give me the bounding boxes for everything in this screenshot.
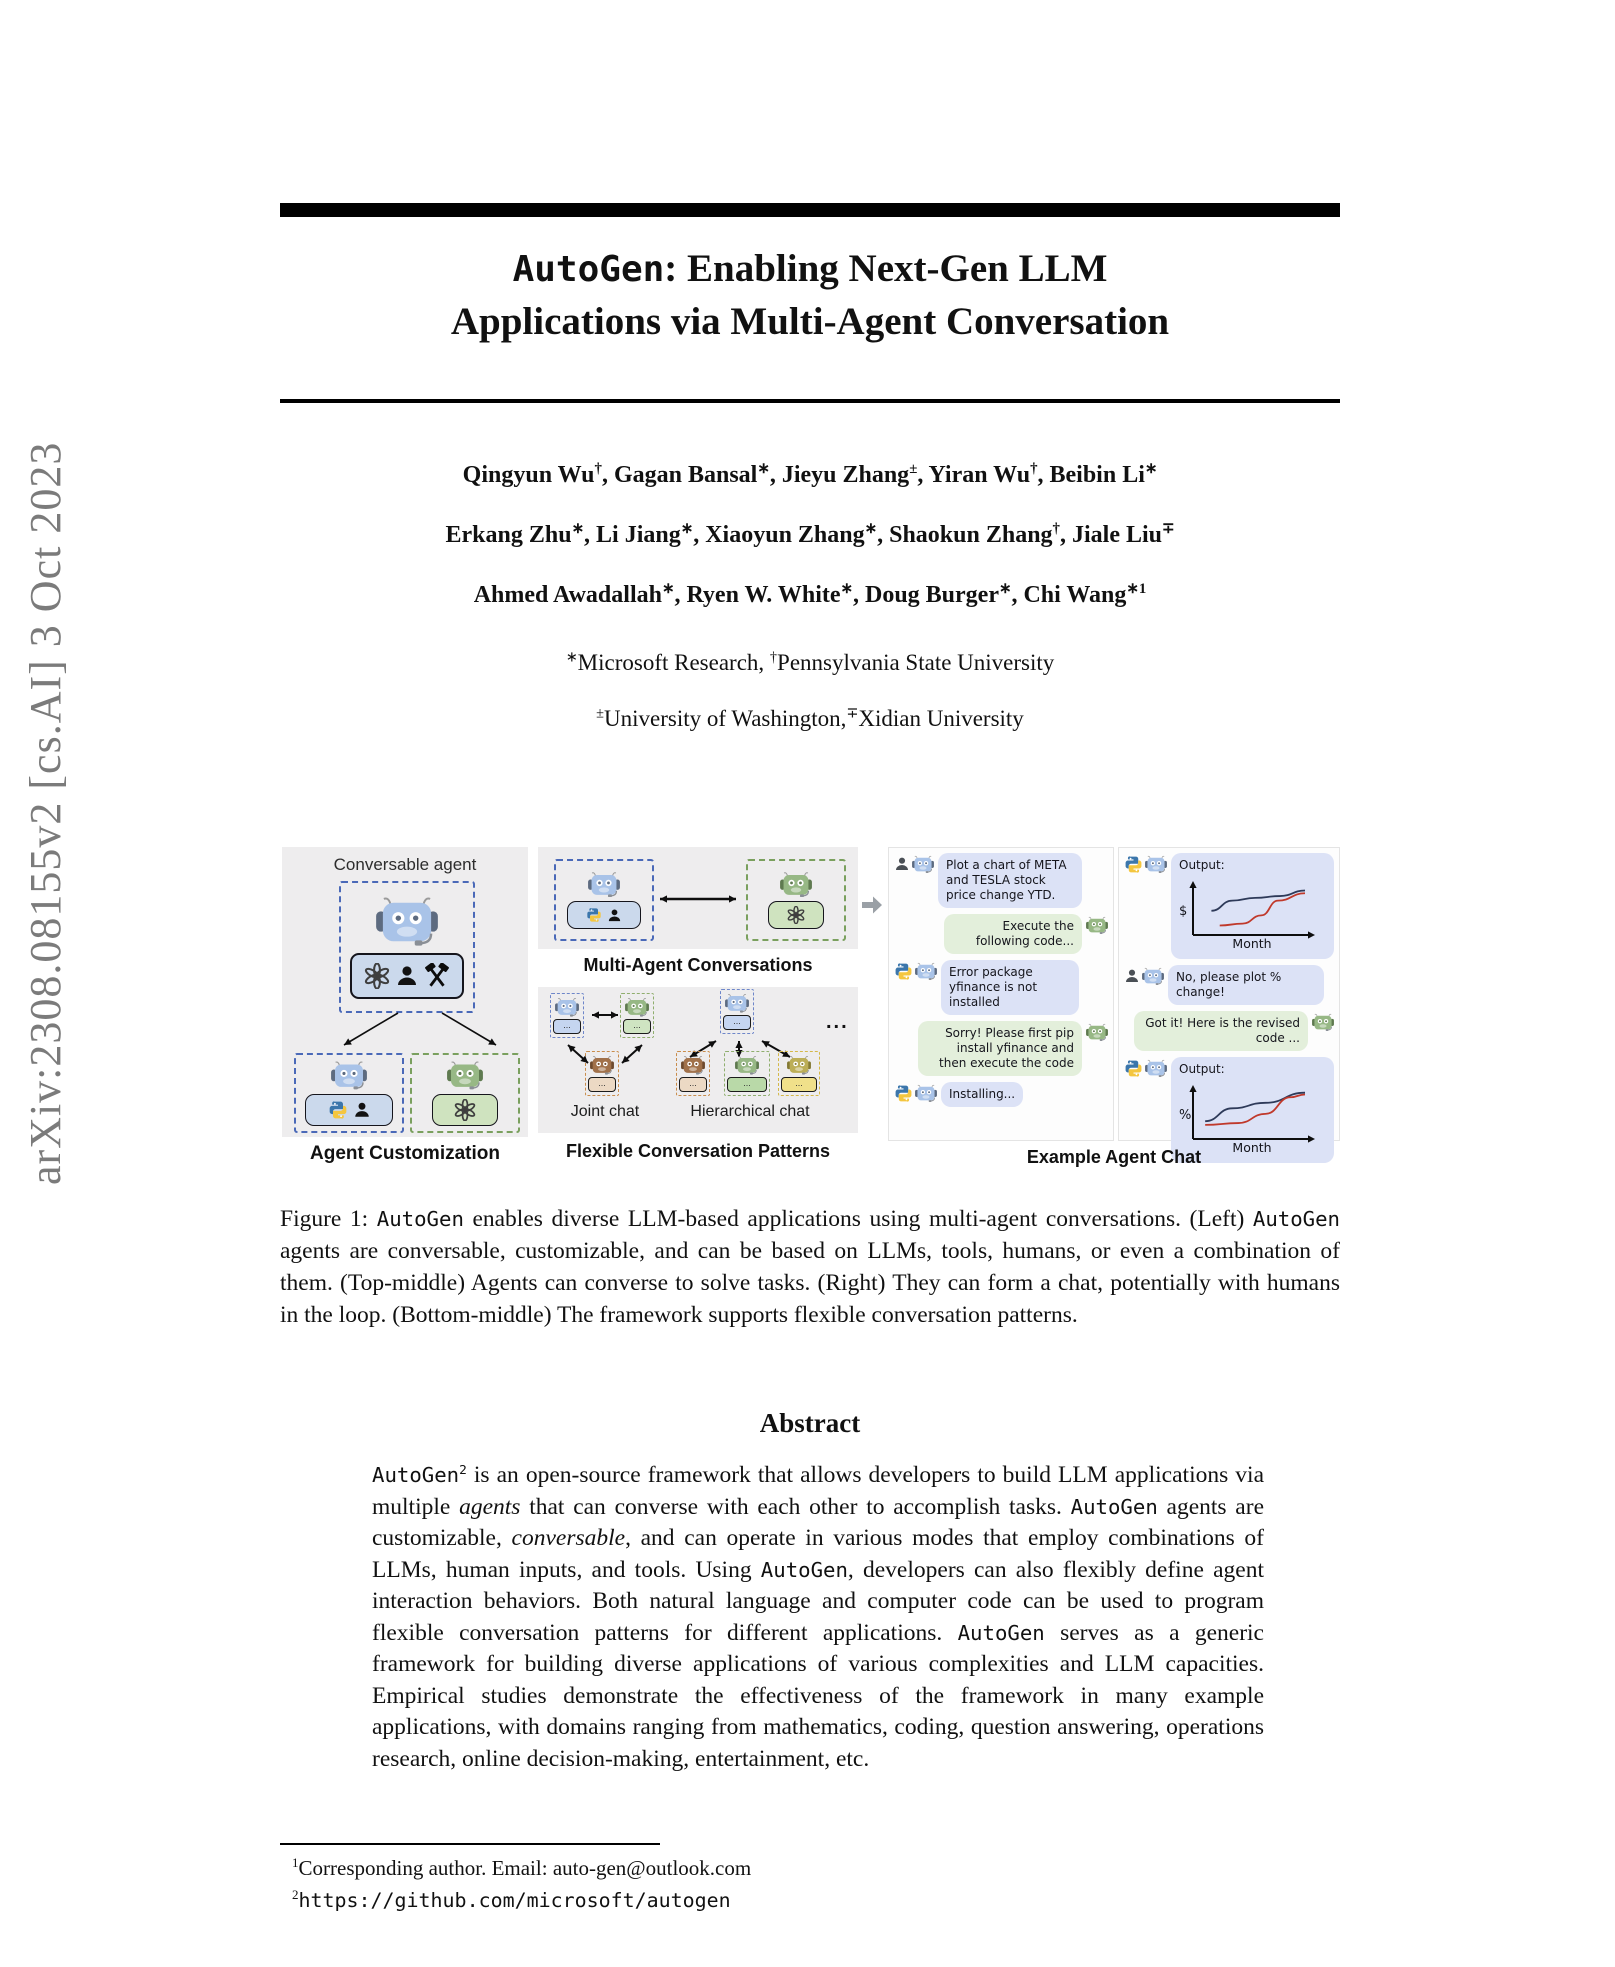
agent-customization-label: Agent Customization — [310, 1143, 500, 1164]
svg-text:$: $ — [1179, 904, 1188, 919]
assistant-message-row — [894, 914, 1108, 954]
mini-chat-box: ... — [623, 1019, 651, 1034]
mini-agent-green — [724, 1051, 770, 1096]
python-logo-icon — [1124, 855, 1143, 874]
custom-agent-llm-box — [410, 1053, 520, 1133]
stock-line-chart — [1175, 873, 1330, 955]
person-icon — [395, 964, 419, 988]
openai-logo-icon — [787, 906, 805, 924]
robot-icon — [915, 1084, 937, 1102]
robot-icon — [780, 871, 812, 898]
footnotes — [292, 1852, 1292, 1916]
example-agent-chat-label: Example Agent Chat — [1026, 1147, 1202, 1167]
paper-title-line1: AutoGen: Enabling Next-Gen LLM — [512, 247, 1108, 290]
conversation-patterns-panel — [538, 987, 858, 1133]
agent-message-row — [1124, 853, 1334, 959]
figure-1 — [280, 845, 1340, 1175]
mini-chat-box: ... — [727, 1077, 767, 1092]
robot-icon — [1086, 1023, 1108, 1041]
conversable-agent-box — [339, 881, 475, 1013]
output-messages — [1124, 853, 1334, 1163]
robot-icon — [681, 1055, 705, 1075]
chat-bubble: Got it! Here is the revised code ... — [1134, 1011, 1308, 1051]
abstract-heading: Abstract — [759, 1408, 861, 1438]
person-icon — [1124, 968, 1140, 984]
paper-title — [280, 243, 1340, 348]
python-logo-icon — [586, 907, 602, 923]
robot-icon — [725, 993, 749, 1013]
chat-messages — [894, 853, 1108, 1107]
agent-box-blue — [554, 859, 654, 941]
agent-message-row — [1124, 965, 1334, 1005]
robot-icon — [588, 871, 620, 898]
assistant-message-row — [1124, 1011, 1334, 1051]
chat-bubble: Plot a chart of META and TESLA stock price change YTD. — [938, 853, 1082, 908]
chat-bubble: Execute the following code... — [944, 914, 1082, 954]
mini-agent-blue — [720, 989, 754, 1034]
python-logo-icon — [894, 962, 913, 981]
capability-pill — [350, 953, 464, 999]
robot-icon — [331, 1060, 367, 1090]
joint-chat-label: Joint chat — [570, 1103, 640, 1120]
capability-pill — [432, 1094, 498, 1126]
flexible-conversation-patterns-label: Flexible Conversation Patterns — [565, 1141, 831, 1161]
tools-icon — [424, 963, 450, 989]
robot-icon — [447, 1060, 483, 1090]
mini-agent-brown — [676, 1051, 710, 1096]
robot-icon — [787, 1055, 811, 1075]
message-avatars — [1124, 965, 1164, 985]
hierarchical-chat-label: Hierarchical chat — [690, 1103, 810, 1120]
chat-bubble: Sorry! Please first pip install yfinance and then execute the code — [918, 1021, 1082, 1076]
svg-text:%: % — [1179, 1108, 1192, 1123]
output-bubble — [1171, 853, 1334, 959]
footnote-github-url[interactable]: $^2$https://github.com/microsoft/autogen — [292, 1887, 731, 1912]
openai-logo-icon — [364, 963, 390, 989]
message-avatars — [1124, 853, 1167, 874]
person-icon — [353, 1101, 371, 1119]
person-icon — [607, 908, 622, 923]
capability-pill — [305, 1094, 393, 1126]
robot-icon — [735, 1055, 759, 1075]
custom-agent-llm-human-box — [294, 1053, 404, 1133]
python-logo-icon — [1124, 1059, 1143, 1078]
affiliation-line-2: ±University of Washington,∓Xidian University — [596, 705, 1024, 731]
affiliation-line-1: ∗Microsoft Research, †Pennsylvania State University — [565, 649, 1055, 675]
message-avatars — [894, 1082, 937, 1103]
conversable-agent-title: Conversable agent — [333, 855, 477, 874]
abstract-body: AutoGen$^2$ is an open-source framework that allows developers to build LLM applications via multiple agents that can converse with each other to accomplish tasks. AutoGen agents are customizable, conversable, and can operate in various modes that employ combinations of LLMs, human inputs, and tools. Using AutoGen, developers can also flexibly define agent interaction behaviors. Both natural language and computer code can be used to program flexible conversation patterns for different applications. AutoGen serves as a generic framework for building diverse applications of various complexities and LLM capacities. Empirical studies demonstrate the effectiveness of the framework in many example applications, with domains ranging from mathematics, coding, question answering, operations research, online decision-making, entertainment, etc. — [372, 1462, 1264, 1772]
capability-pill — [567, 901, 641, 929]
more-patterns-ellipsis: ... — [826, 1011, 849, 1033]
robot-icon — [915, 962, 937, 980]
chat-bubble: No, please plot % change! — [1168, 965, 1324, 1005]
message-avatars — [894, 853, 934, 873]
mini-chat-box: ... — [553, 1019, 581, 1034]
mini-chat-box: ... — [781, 1077, 817, 1092]
title-rule — [280, 399, 1340, 403]
multi-agent-conversations-panel — [538, 847, 858, 949]
multi-agent-conversations-label: Multi-Agent Conversations — [583, 955, 813, 975]
message-avatars — [1312, 1011, 1334, 1031]
python-logo-icon — [328, 1100, 348, 1120]
robot-icon — [1145, 1059, 1167, 1077]
agent-customization-panel — [282, 847, 528, 1137]
person-icon — [894, 856, 910, 872]
openai-logo-icon — [454, 1099, 476, 1121]
arxiv-watermark: arXiv:2308.08155v2 [cs.AI] 3 Oct 2023 — [21, 441, 70, 1185]
footnote-rule — [280, 1843, 660, 1845]
robot-icon — [1086, 916, 1108, 934]
double-arrow-icon — [656, 891, 740, 907]
agent-message-row — [894, 853, 1108, 908]
capability-pill — [768, 901, 824, 929]
chat-bubble: Error package yfinance is not installed — [941, 960, 1079, 1015]
footnote-corresponding-author: $^1$Corresponding author. Email: auto-gen@outlook.com — [292, 1855, 752, 1880]
mini-chat-box: ... — [588, 1077, 616, 1092]
mini-chat-box: ... — [723, 1015, 751, 1030]
branch-arrows-icon — [302, 1011, 518, 1051]
example-output-panel — [1118, 847, 1340, 1155]
mini-agent-yellow — [778, 1051, 820, 1096]
robot-icon — [1312, 1013, 1334, 1031]
robot-icon — [912, 855, 934, 873]
authors-line-2: Erkang Zhu∗, Li Jiang∗, Xiaoyun Zhang∗, Shaokun Zhang†, Jiale Liu∓ — [445, 521, 1175, 548]
flow-arrow-icon — [860, 893, 884, 917]
output-label: Output: — [1179, 1062, 1225, 1076]
assistant-message-row — [894, 1021, 1108, 1076]
robot-icon — [1142, 967, 1164, 985]
svg-text:Month: Month — [1232, 1140, 1272, 1155]
message-avatars — [1086, 914, 1108, 934]
agent-message-row — [894, 960, 1108, 1015]
authors-line-1: Qingyun Wu†, Gagan Bansal∗, Jieyu Zhang±, Yiran Wu†, Beibin Li∗ — [462, 461, 1158, 488]
svg-text:Month: Month — [1232, 936, 1272, 951]
authors-line-3: Ahmed Awadallah∗, Ryen W. White∗, Doug Burger∗, Chi Wang$^{∗1}$ — [473, 581, 1147, 608]
agent-message-row — [894, 1082, 1108, 1107]
chat-bubble: Installing... — [941, 1082, 1023, 1107]
python-logo-icon — [894, 1084, 913, 1103]
paper-title-line2: Applications via Multi-Agent Conversation — [450, 300, 1170, 343]
output-label: Output: — [1179, 858, 1225, 872]
message-avatars — [1124, 1057, 1167, 1078]
example-chat-panel — [888, 847, 1114, 1141]
robot-icon — [1145, 855, 1167, 873]
robot-icon — [376, 895, 438, 947]
top-rule — [280, 203, 1340, 217]
mini-chat-box: ... — [679, 1077, 707, 1092]
figure-caption: Figure 1: AutoGen enables diverse LLM-based applications using multi-agent conversations. (Left) AutoGen agents are conversable, customizable, and can be based on LLMs, tools, humans, or even a combination of them. (Top-middle) Agents can converse to solve tasks. (Right) They can form a chat, potentially with humans in the loop. (Bottom-middle) The framework supports flexible conversation patterns. — [280, 1206, 1340, 1328]
message-avatars — [894, 960, 937, 981]
agent-box-green — [746, 859, 846, 941]
message-avatars — [1086, 1021, 1108, 1041]
